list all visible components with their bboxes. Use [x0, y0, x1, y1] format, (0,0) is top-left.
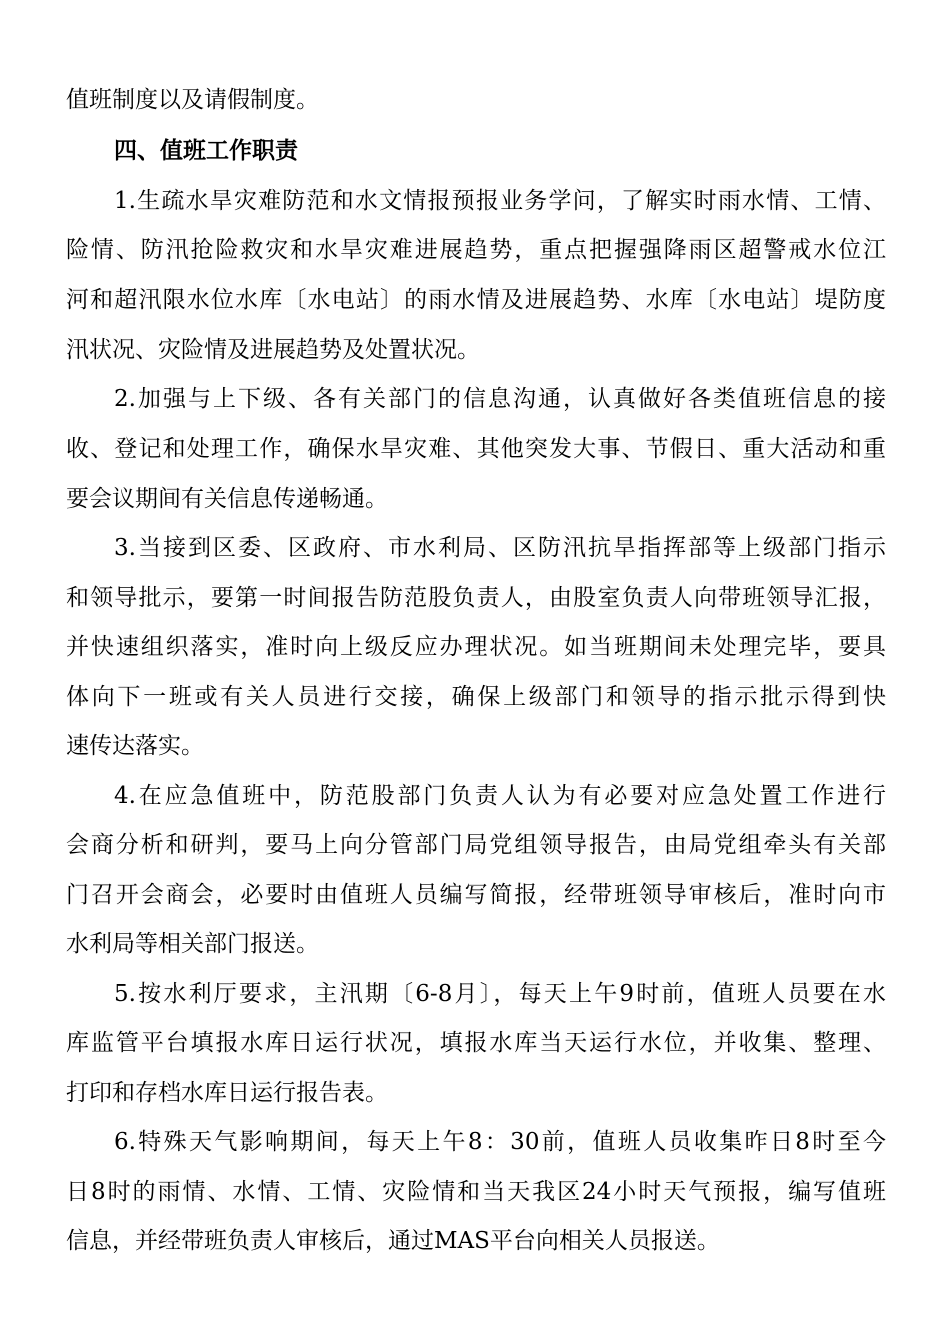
paragraph-line: 河和超汛限水位水库〔水电站〕的雨水情及进展趋势、水库〔水电站〕堤防度: [66, 287, 886, 313]
paragraph-line: 收、登记和处理工作，确保水旱灾难、其他突发大事、节假日、重大活动和重: [66, 436, 886, 462]
paragraph-line: 门召开会商会，必要时由值班人员编写简报，经带班领导审核后，准时向市: [66, 882, 886, 908]
section-heading: 四、值班工作职责: [114, 138, 298, 164]
paragraph-line: 3.当接到区委、区政府、市水利局、区防汛抗旱指挥部等上级部门指示: [114, 535, 886, 561]
paragraph-line: 库监管平台填报水库日运行状况，填报水库当天运行水位，并收集、整理、: [66, 1030, 886, 1056]
paragraph-line: 4.在应急值班中，防范股部门负责人认为有必要对应急处置工作进行: [114, 783, 886, 809]
intro-tail-line: 值班制度以及请假制度。: [66, 87, 319, 113]
paragraph-line: 1.生疏水旱灾难防范和水文情报预报业务学问，了解实时雨水情、工情、: [114, 188, 886, 214]
paragraph-line: 要会议期间有关信息传递畅通。: [66, 486, 388, 512]
paragraph-line: 6.特殊天气影响期间，每天上午8：30前，值班人员收集昨日8时至今: [114, 1129, 886, 1155]
paragraph-line: 打印和存档水库日运行报告表。: [66, 1080, 388, 1106]
paragraph-line: 和领导批示，要第一时间报告防范股负责人，由股室负责人向带班领导汇报，: [66, 585, 886, 611]
paragraph-line: 2.加强与上下级、各有关部门的信息沟通，认真做好各类值班信息的接: [114, 386, 886, 412]
paragraph-line: 汛状况、灾险情及进展趋势及处置状况。: [66, 337, 480, 363]
paragraph-line: 水利局等相关部门报送。: [66, 931, 319, 957]
paragraph-line: 速传达落实。: [66, 733, 204, 759]
paragraph-line: 会商分析和研判，要马上向分管部门局党组领导报告，由局党组牵头有关部: [66, 832, 886, 858]
paragraph-line: 5.按水利厅要求，主汛期〔6-8月〕，每天上午9时前，值班人员要在水: [114, 981, 886, 1007]
paragraph-line: 并快速组织落实，准时向上级反应办理状况。如当班期间未处理完毕，要具: [66, 634, 886, 660]
paragraph-line: 日8时的雨情、水情、工情、灾险情和当天我区24小时天气预报，编写值班: [66, 1179, 886, 1205]
paragraph-line: 信息，并经带班负责人审核后，通过MAS平台向相关人员报送。: [66, 1228, 720, 1254]
paragraph-line: 险情、防汛抢险救灾和水旱灾难进展趋势，重点把握强降雨区超警戒水位江: [66, 237, 886, 263]
paragraph-line: 体向下一班或有关人员进行交接，确保上级部门和领导的指示批示得到快: [66, 684, 886, 710]
